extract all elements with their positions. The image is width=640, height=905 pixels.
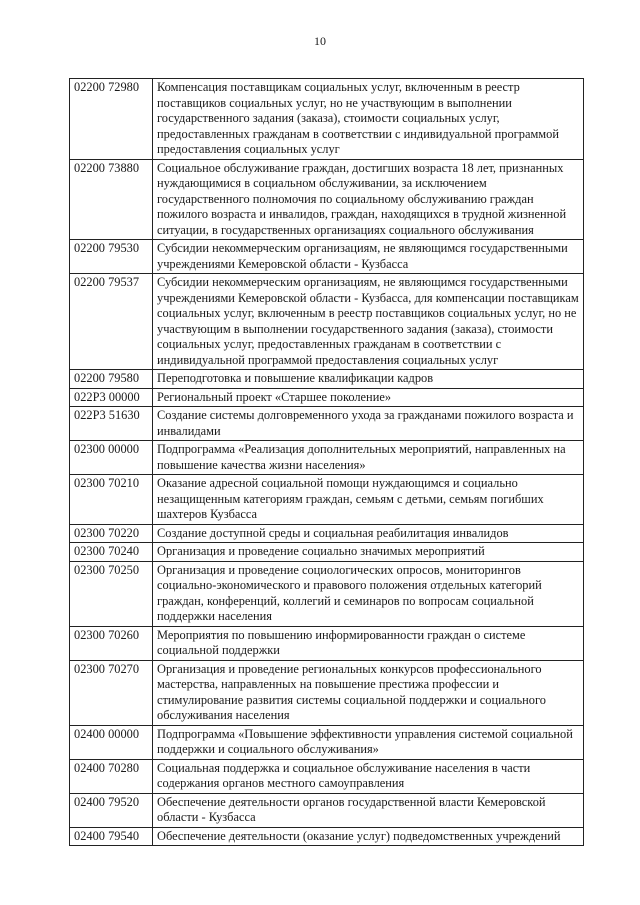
budget-classification-table (69, 78, 584, 846)
classification-description: Организация и проведение региональных конкурсов профессионального мастерства, направленных на повышение престижа профессии и стимулирование развития системы социальной поддержки и социального обслуживания населения (153, 660, 584, 725)
table-row (70, 725, 584, 759)
classification-description: Обеспечение деятельности (оказание услуг) подведомственных учреждений (153, 827, 584, 846)
classification-description: Организация и проведение социально значимых мероприятий (153, 543, 584, 562)
table-row (70, 626, 584, 660)
classification-code: 02300 70210 (70, 475, 153, 525)
classification-description: Оказание адресной социальной помощи нуждающимся и социально незащищенным категориям граждан, семьям с детьми, семьям погибших шахтеров Кузбасса (153, 475, 584, 525)
classification-description: Компенсация поставщикам социальных услуг, включенным в реестр поставщиков социальных услуг, но не участвующим в выполнении государственного задания (заказа), стоимости социальных услуг, предоставленных гражданам в соответствии с индивидуальной программой предоставления социальных услуг (153, 79, 584, 160)
table-row (70, 407, 584, 441)
table-row (70, 240, 584, 274)
classification-description: Субсидии некоммерческим организациям, не являющимся государственными учреждениями Кемеровской области - Кузбасса (153, 240, 584, 274)
classification-description: Создание системы долговременного ухода за гражданами пожилого возраста и инвалидами (153, 407, 584, 441)
classification-code: 02200 79537 (70, 274, 153, 370)
classification-code: 02300 00000 (70, 441, 153, 475)
classification-description: Организация и проведение социологических опросов, мониторингов социально-экономического и правового положения отдельных категорий граждан, конференций, коллегий и семинаров по вопросам социальной поддержки населения (153, 561, 584, 626)
table-row (70, 388, 584, 407)
classification-description: Социальное обслуживание граждан, достигших возраста 18 лет, признанных нуждающимися в социальном обслуживании, за исключением государственного полномочия по социальному обслуживанию граждан пожилого возраста и инвалидов, граждан, находящихся в трудной жизненной ситуации, в государственных организациях социального обслуживания (153, 159, 584, 240)
classification-code: 02400 00000 (70, 725, 153, 759)
classification-code: 02400 79520 (70, 793, 153, 827)
classification-description: Региональный проект «Старшее поколение» (153, 388, 584, 407)
classification-code: 02200 73880 (70, 159, 153, 240)
classification-code: 02400 79540 (70, 827, 153, 846)
classification-description: Субсидии некоммерческим организациям, не являющимся государственными учреждениями Кемеровской области - Кузбасса, для компенсации поставщикам социальных услуг, включенным в реестр поставщиков социальных услуг, но не участвующим в выполнении государственного задания (заказа), стоимости социальных услуг, предоставленных гражданам в соответствии с индивидуальной программой предоставления социальных услуг (153, 274, 584, 370)
table-row (70, 159, 584, 240)
classification-description: Обеспечение деятельности органов государственной власти Кемеровской области - Кузбасса (153, 793, 584, 827)
classification-code: 02300 70220 (70, 524, 153, 543)
table-row (70, 827, 584, 846)
classification-description: Мероприятия по повышению информированности граждан о системе социальной поддержки (153, 626, 584, 660)
classification-description: Подпрограмма «Реализация дополнительных мероприятий, направленных на повышение качества жизни населения» (153, 441, 584, 475)
classification-code: 02300 70240 (70, 543, 153, 562)
classification-code: 02200 79580 (70, 370, 153, 389)
table-row (70, 79, 584, 160)
table-row (70, 441, 584, 475)
table-row (70, 759, 584, 793)
classification-code: 02300 70260 (70, 626, 153, 660)
classification-code: 02400 70280 (70, 759, 153, 793)
table-row (70, 524, 584, 543)
classification-code: 02300 70250 (70, 561, 153, 626)
classification-code: 02200 72980 (70, 79, 153, 160)
table-row (70, 475, 584, 525)
table-row (70, 543, 584, 562)
classification-description: Подпрограмма «Повышение эффективности управления системой социальной поддержки и социального обслуживания» (153, 725, 584, 759)
classification-code: 022P3 00000 (70, 388, 153, 407)
classification-code: 022P3 51630 (70, 407, 153, 441)
table-row (70, 561, 584, 626)
table-row (70, 793, 584, 827)
classification-code: 02200 79530 (70, 240, 153, 274)
classification-description: Создание доступной среды и социальная реабилитация инвалидов (153, 524, 584, 543)
classification-code: 02300 70270 (70, 660, 153, 725)
classification-description: Переподготовка и повышение квалификации кадров (153, 370, 584, 389)
classification-description: Социальная поддержка и социальное обслуживание населения в части содержания органов местного самоуправления (153, 759, 584, 793)
table-row (70, 660, 584, 725)
page-number: 10 (314, 34, 326, 48)
table-row (70, 274, 584, 370)
table-row (70, 370, 584, 389)
